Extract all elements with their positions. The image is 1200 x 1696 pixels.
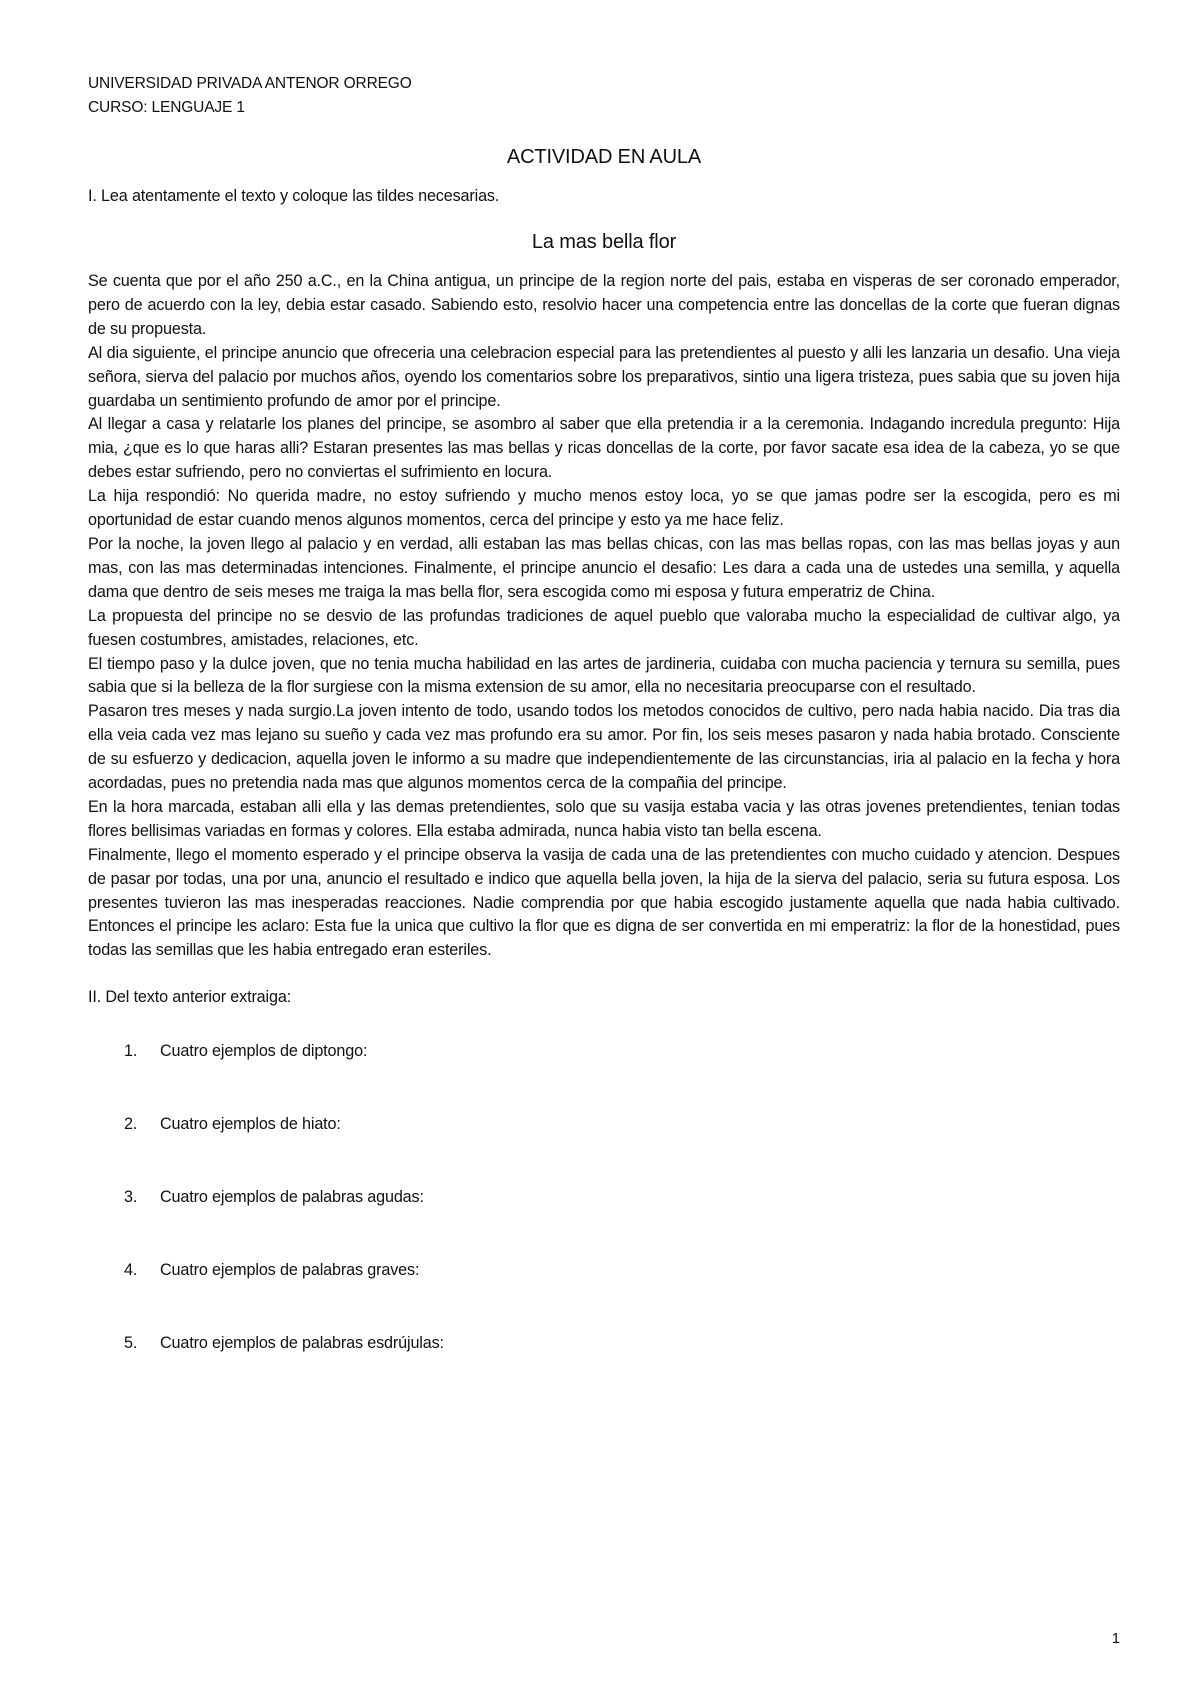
question-item — [88, 1112, 1120, 1136]
story-title: La mas bella flor — [531, 231, 677, 253]
course-name: CURSO: LENGUAJE 1 — [88, 99, 245, 116]
question-text: Cuatro ejemplos de diptongo: — [160, 1042, 368, 1061]
question-text: Cuatro ejemplos de palabras graves: — [160, 1261, 420, 1280]
section1-instruction: I. Lea atentamente el texto y coloque las tildes necesarias. — [88, 187, 500, 205]
question-item — [88, 1039, 1120, 1063]
story-paragraph: Al llegar a casa y relatarle los planes del principe, se asombro al saber que ella pretendia ir a la ceremonia. Indagando incredula pregunto: Hija mia, ¿que es lo que haras alli? Estaran presentes las mas bellas y ricas doncellas de la corte, por favor sacate esa idea de la cabeza, yo se que debes estar sufriendo, pero no conviertas el sufrimiento en locura. — [88, 415, 1120, 482]
institution-name: UNIVERSIDAD PRIVADA ANTENOR ORREGO — [88, 75, 412, 92]
story-paragraph: La hija respondió: No querida madre, no estoy sufriendo y mucho menos estoy loca, yo se que jamas podre ser la escogida, pero es mi oportunidad de estar cuando menos algunos momentos, cerca del principe y esto ya me hace feliz. — [88, 487, 1120, 530]
question-list — [88, 1039, 1120, 1355]
question-item — [88, 1331, 1120, 1355]
question-text: Cuatro ejemplos de hiato: — [160, 1115, 341, 1134]
page-title: ACTIVIDAD EN AULA — [506, 146, 702, 168]
story-paragraph: Por la noche, la joven llego al palacio y en verdad, alli estaban las mas bellas chicas, con las mas bellas ropas, con las mas bellas joyas y aun mas, con las mas determinadas intenciones. Finalmente, el principe anuncio el desafio: Les dara a cada una de ustedes una semilla, y aquella dama que dentro de seis meses me traiga la mas bella flor, sera escogida como mi esposa y futura emperatriz de China. — [88, 534, 1120, 601]
story-paragraph: Se cuenta que por el año 250 a.C., en la China antigua, un principe de la region norte del pais, estaba en visperas de ser coronado emperador, pero de acuerdo con la ley, debia estar casado. Sabiendo esto, resolvio hacer una competencia entre las doncellas de la corte que fueran dignas de su propuesta. — [88, 272, 1120, 338]
question-text: Cuatro ejemplos de palabras esdrújulas: — [160, 1334, 444, 1353]
question-number: 4. — [124, 1261, 138, 1280]
story-paragraph: Al dia siguiente, el principe anuncio que ofreceria una celebracion especial para las pretendientes al puesto y alli les lanzaria un desafio. Una vieja señora, sierva del palacio por muchos años, oyendo los comentarios sobre los preparativos, sintio una ligera tristeza, pues sabia que su joven hija guardaba un sentimiento profundo de amor por el principe. — [88, 343, 1120, 410]
question-item — [88, 1185, 1120, 1209]
story-paragraph: Pasaron tres meses y nada surgio.La joven intento de todo, usando todos los metodos conocidos de cultivo, pero nada habia nacido. Dia tras dia ella veia cada vez mas lejano su sueño y cada vez mas profundo era su amor. Por fin, los seis meses pasaron y nada habia brotado. Consciente de su esfuerzo y dedicacion, aquella joven le informo a su madre que independientemente de las circunstancias, iria al palacio en la fecha y hora acordadas, pues no pretendia nada mas que algunos momentos cerca de la compañia del principe. — [88, 702, 1120, 793]
story-body — [88, 270, 1120, 963]
question-text: Cuatro ejemplos de palabras agudas: — [160, 1188, 424, 1207]
question-number: 5. — [124, 1334, 138, 1353]
section2-instruction: II. Del texto anterior extraiga: — [88, 988, 292, 1007]
page-number: 1 — [1111, 1630, 1120, 1647]
question-item — [88, 1258, 1120, 1282]
header — [88, 72, 1120, 120]
story-paragraph: En la hora marcada, estaban alli ella y las demas pretendientes, solo que su vasija estaba vacia y las otras jovenes pretendientes, tenian todas flores bellisimas variadas en formas y colores. Ella estaba admirada, nunca habia visto tan bella escena. — [88, 797, 1120, 840]
question-number: 3. — [124, 1188, 138, 1207]
question-number: 1. — [124, 1042, 138, 1061]
question-number: 2. — [124, 1115, 138, 1134]
story-paragraph: Finalmente, llego el momento esperado y el principe observa la vasija de cada una de las pretendientes con mucho cuidado y atencion. Despues de pasar por todas, una por una, anuncio el resultado e indico que aquella bella joven, la hija de la sierva del palacio, seria su futura esposa. Los presentes tuvieron las mas inesperadas reacciones. Nadie comprendia por que habia escogido justamente aquella que nada habia cultivado. Entonces el principe les aclaro: Esta fue la unica que cultivo la flor que es digna de ser convertida en mi emperatriz: la flor de la honestidad, pues todas las semillas que les habia entregado eran esteriles. — [88, 845, 1120, 960]
story-paragraph: La propuesta del principe no se desvio de las profundas tradiciones de aquel pueblo que valoraba mucho la especialidad de cultivar algo, ya fuesen costumbres, amistades, relaciones, etc. — [88, 606, 1120, 649]
story-paragraph: El tiempo paso y la dulce joven, que no tenia mucha habilidad en las artes de jardineria, cuidaba con mucha paciencia y ternura su semilla, pues sabia que si la belleza de la flor surgiese con la misma extension de su amor, ella no necesitaria preocuparse con el resultado. — [88, 654, 1120, 697]
